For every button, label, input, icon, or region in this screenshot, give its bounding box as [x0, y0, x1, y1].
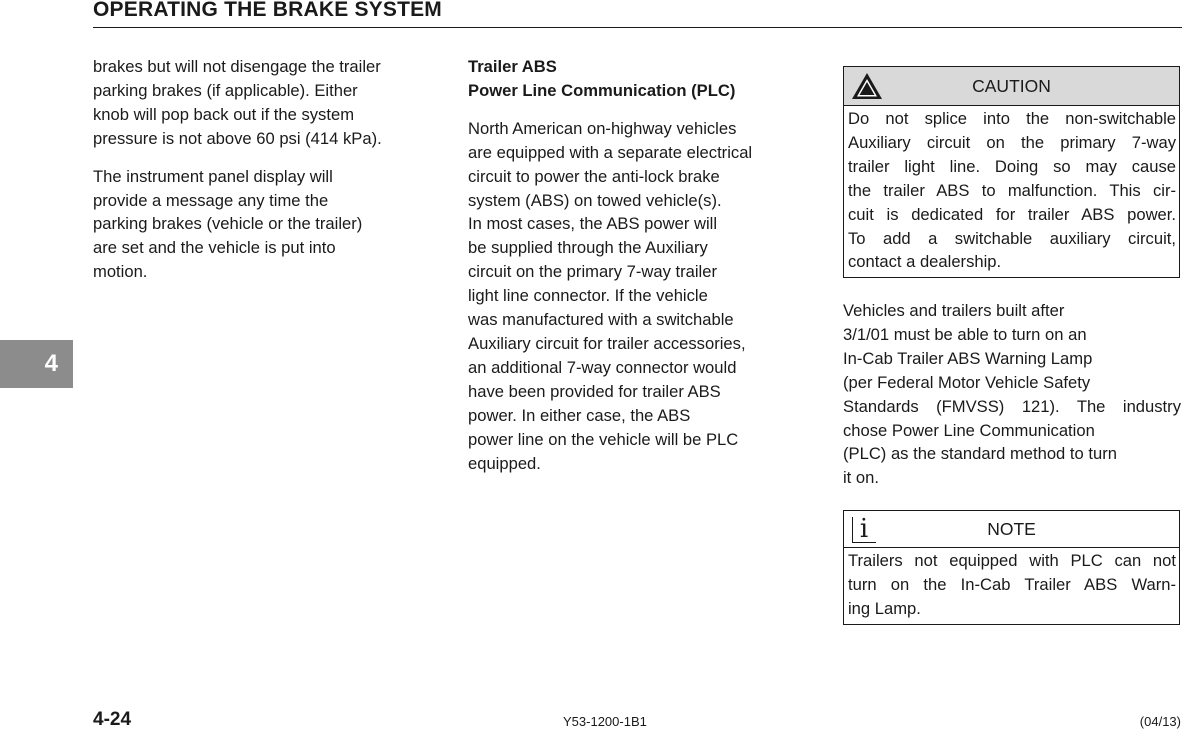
text-line: be supplied through the Auxiliary: [468, 238, 708, 258]
text-line: Vehicles and trailers built after: [843, 301, 1065, 320]
text-line: an additional 7-way connector would: [468, 357, 737, 377]
text-line: power line on the vehicle will be PLC: [468, 429, 739, 449]
text-line: To add a switchable auxiliary circuit,: [848, 228, 1176, 248]
text-line: In most cases, the ABS power will: [468, 214, 718, 234]
text-line: power. In either case, the ABS: [468, 405, 691, 425]
text-line: Auxiliary circuit on the primary 7-way: [848, 132, 1176, 152]
text-line: parking brakes (vehicle or the trailer): [93, 214, 363, 234]
text-line: pressure is not above 60 psi (414 kPa).: [93, 128, 382, 148]
column-middle: [468, 55, 813, 475]
section-subheading: Power Line Communication (PLC): [468, 80, 736, 100]
note-header: [844, 511, 1179, 548]
info-icon: i: [850, 515, 878, 543]
text-line: Do not splice into the non-switchable: [848, 109, 1176, 128]
text-line: cuit is dedicated for trailer ABS power.: [848, 204, 1176, 224]
text-line: was manufactured with a switchable: [468, 310, 734, 330]
text-line: Trailers not equipped with PLC can not: [848, 551, 1176, 570]
note-label: NOTE: [987, 518, 1036, 539]
text-line: (PLC) as the standard method to turn: [843, 444, 1117, 464]
text-line: parking brakes (if applicable). Either: [93, 80, 358, 100]
caution-label: CAUTION: [972, 75, 1051, 96]
text-line: provide a message any time the: [93, 190, 329, 210]
column-left: [93, 55, 438, 284]
text-line: knob will pop back out if the system: [93, 104, 355, 124]
text-line: (per Federal Motor Vehicle Safety: [843, 372, 1091, 392]
text-line: light line connector. If the vehicle: [468, 286, 708, 306]
paragraph-parking-brakes: [93, 55, 438, 151]
warning-triangle-icon: [851, 72, 883, 100]
caution-box: [843, 66, 1180, 278]
text-line: trailer light line. Doing so may cause: [848, 156, 1176, 176]
text-line: system (ABS) on towed vehicle(s).: [468, 190, 722, 210]
caution-body: [844, 106, 1179, 277]
text-line: North American on-highway vehicles: [468, 118, 737, 138]
title-rule: [93, 27, 1182, 28]
paragraph-fmvss: [843, 299, 1181, 490]
text-line: Standards (FMVSS) 121). The industry: [843, 396, 1181, 416]
text-line: contact a dealership.: [848, 252, 1002, 272]
page-title: OPERATING THE BRAKE SYSTEM: [93, 0, 443, 21]
text-line: The instrument panel display will: [93, 166, 333, 186]
text-line: brakes but will not disengage the trailer: [93, 57, 381, 76]
text-line: turn on the In-Cab Trailer ABS Warn-: [848, 574, 1176, 594]
text-line: circuit to power the anti-lock brake: [468, 166, 720, 186]
revision-date: (04/13): [1139, 714, 1181, 729]
text-line: circuit on the primary 7-way trailer: [468, 262, 717, 282]
paragraph-plc: [468, 117, 813, 476]
text-line: 3/1/01 must be able to turn on an: [843, 324, 1087, 344]
column-right-paragraph: [843, 299, 1181, 490]
paragraph-instrument-panel: [93, 165, 438, 285]
text-line: have been provided for trailer ABS: [468, 381, 721, 401]
text-line: the trailer ABS to malfunction. This cir-: [848, 180, 1176, 200]
text-line: ing Lamp.: [848, 598, 921, 618]
text-line: are equipped with a separate electrical: [468, 142, 753, 162]
text-line: Auxiliary circuit for trailer accessories,: [468, 333, 746, 353]
note-box: [843, 510, 1180, 625]
text-line: equipped.: [468, 453, 541, 473]
text-line: it on.: [843, 468, 879, 488]
section-heading: Trailer ABS: [468, 57, 557, 76]
text-line: are set and the vehicle is put into: [93, 238, 336, 258]
chapter-tab: 4: [0, 340, 73, 388]
text-line: chose Power Line Communication: [843, 420, 1095, 440]
document-code: Y53-1200-1B1: [563, 714, 647, 729]
caution-header: [844, 67, 1179, 106]
note-body: [844, 548, 1179, 624]
page-number: 4-24: [93, 709, 132, 730]
text-line: In-Cab Trailer ABS Warning Lamp: [843, 348, 1093, 368]
text-line: motion.: [93, 262, 148, 282]
